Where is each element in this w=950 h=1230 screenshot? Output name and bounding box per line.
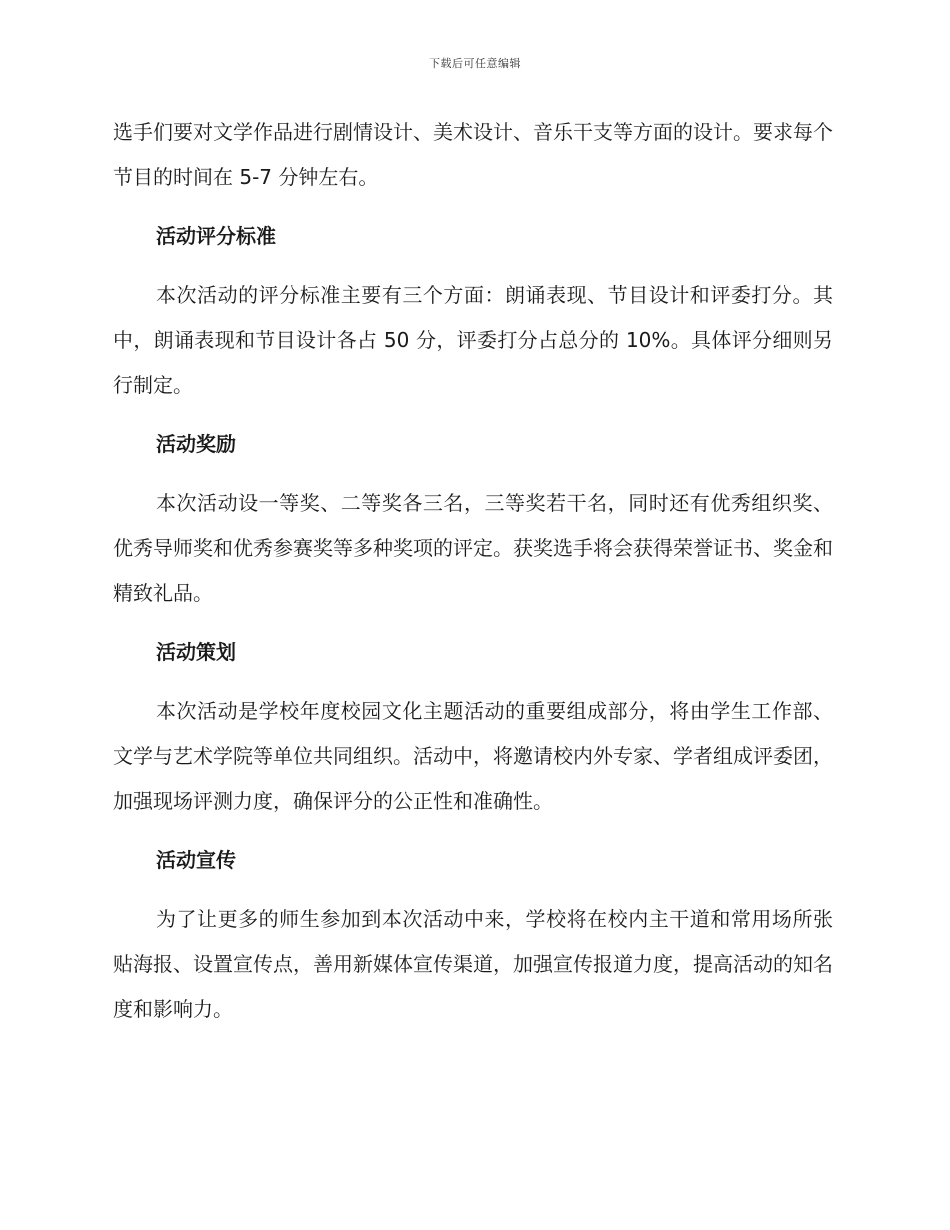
section-heading-awards: 活动奖励 [156, 432, 236, 456]
section-body-publicity: 为了让更多的师生参加到本次活动中来，学校将在校内主干道和常用场所张贴海报、设置宣传点，善用新媒体宣传渠道，加强宣传报道力度，提高活动的知名度和影响力。 [113, 907, 833, 1021]
page-header-note: 下载后可任意编辑 [429, 57, 521, 70]
section-body-awards: 本次活动设一等奖、二等奖各三名，三等奖若干名，同时还有优秀组织奖、优秀导师奖和优秀参赛奖等多种奖项的评定。获奖选手将会获得荣誉证书、奖金和精致礼品。 [113, 491, 833, 605]
intro-paragraph: 选手们要对文学作品进行剧情设计、美术设计、音乐干支等方面的设计。要求每个节目的时间在 5-7 分钟左右。 [113, 120, 833, 189]
section-body-scoring: 本次活动的评分标准主要有三个方面：朗诵表现、节目设计和评委打分。其中，朗诵表现和节目设计各占 50 分，评委打分占总分的 10%。具体评分细则另行制定。 [113, 283, 833, 397]
section-heading-planning: 活动策划 [156, 640, 236, 664]
section-body-planning: 本次活动是学校年度校园文化主题活动的重要组成部分，将由学生工作部、文学与艺术学院等单位共同组织。活动中，将邀请校内外专家、学者组成评委团，加强现场评测力度，确保评分的公正性和准确性。 [113, 699, 833, 813]
section-heading-scoring: 活动评分标准 [156, 224, 276, 248]
document-body [113, 110, 833, 1032]
section-heading-publicity: 活动宣传 [156, 848, 236, 872]
